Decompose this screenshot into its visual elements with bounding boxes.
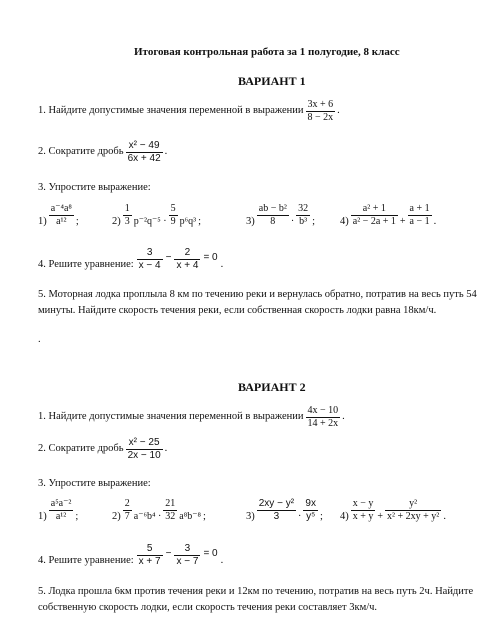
v2-task-2-numerator: x² − 25 [126, 437, 163, 450]
v1-task-4-text: 4. Решите уравнение: [38, 258, 134, 270]
v1-item-1-denominator: a¹² [56, 215, 67, 227]
v1-item-4-denominator-b: a − 1 [409, 215, 430, 227]
v1-task-4-denominator-a: x − 4 [138, 259, 161, 271]
v2-item-2-numerator: 21 [165, 498, 176, 509]
v2-task-4-numerator-b: 3 [174, 543, 200, 556]
v2-task-4-rhs: = 0 [203, 547, 218, 559]
v1-task-4-end: . [220, 258, 224, 270]
v2-task-4-text: 4. Решите уравнение: [38, 554, 134, 566]
v2-task-1-end: . [342, 410, 345, 422]
v1-item-2-end: ; [198, 216, 202, 227]
v1-item-4-label: 4) [340, 216, 349, 227]
v1-item-3-numerator-b: 32 [298, 203, 309, 214]
v1-task-1-denominator: 8 − 2x [307, 111, 334, 123]
v2-task-1-denominator: 14 + 2x [307, 417, 339, 429]
v1-task-1-end: . [337, 104, 340, 116]
v2-task-4-end: . [220, 554, 224, 566]
v2-item-2-post: a⁸b⁻⁸ [179, 511, 201, 522]
v1-item-1-fraction [49, 203, 74, 227]
v1-item-2-pre-denominator: 3 [124, 215, 130, 227]
v1-task-4-denominator-b: x + 4 [176, 259, 199, 271]
v1-task-3-item-3 [246, 203, 315, 227]
v2-item-3-fraction-b [303, 498, 318, 522]
v2-item-2-fraction [163, 498, 177, 522]
v2-item-3-numerator-a: 2xy − y² [258, 498, 295, 509]
v1-task-1-numerator: 3x + 6 [307, 99, 334, 110]
v1-task-2-text: 2. Сократите дробь [38, 145, 124, 157]
v1-item-4-end: . [433, 216, 437, 227]
v2-item-2-pre-fraction [123, 498, 132, 522]
v1-item-2-denominator: 9 [170, 215, 176, 227]
v2-task-4-operator: − [165, 547, 172, 559]
v1-item-4-numerator-a: a² + 1 [351, 203, 398, 216]
v1-item-4-denominator-a: a² − 2a + 1 [352, 215, 396, 227]
v2-task-2-text: 2. Сократите дробь [38, 442, 124, 454]
v2-item-3-denominator-b: y⁵ [306, 510, 316, 522]
v1-item-3-fraction-a [257, 203, 289, 227]
variant-1-heading: ВАРИАНТ 1 [238, 74, 306, 88]
v2-item-4-numerator-b: y² [385, 498, 441, 511]
v1-item-3-operator: · [290, 216, 295, 227]
v1-task-4-numerator-b: 2 [174, 247, 200, 260]
v2-item-1-denominator: a¹² [55, 510, 67, 522]
v1-task-4-fraction-b [174, 247, 200, 271]
v1-item-3-denominator-a: 8 [270, 215, 276, 227]
v1-item-2-numerator: 5 [170, 203, 176, 214]
v2-item-2-middle: a⁻⁶b⁴ · [133, 511, 162, 522]
v1-task-4-numerator-a: 3 [137, 247, 163, 260]
v2-item-1-numerator: a⁵a⁻² [50, 498, 72, 509]
v2-task-3-item-3 [246, 498, 323, 522]
v2-task-1-numerator: 4x − 10 [307, 405, 339, 416]
v2-task-3-item-4 [340, 498, 446, 522]
v2-task-2-fraction [126, 437, 163, 461]
v1-item-2-middle: p⁻²q⁻⁵ · [133, 216, 167, 227]
v2-task-4-denominator-b: x − 7 [176, 555, 199, 567]
v2-item-3-end: ; [319, 511, 323, 522]
v1-trailing-dot: . [38, 334, 41, 345]
v2-task-2-end: . [164, 442, 168, 454]
v2-item-4-label: 4) [340, 511, 349, 522]
v1-task-1-fraction [306, 99, 336, 123]
v1-item-3-label: 3) [246, 216, 255, 227]
v2-task-1-fraction [306, 405, 341, 429]
v1-item-3-fraction-b [296, 203, 310, 227]
v2-item-4-numerator-a: x − y [352, 498, 374, 509]
v1-task-5: 5. Моторная лодка проплыла 8 км по течению реки и вернулась обратно, потратив на весь путь 54 минуты. Найдите скорость течения реки, если собственная скорость лодки равна 18км/ч. [38, 289, 477, 316]
v1-item-4-operator: + [399, 216, 406, 227]
v1-task-1-text: 1. Найдите допустимые значения переменной в выражении [38, 104, 304, 116]
v2-item-1-fraction [49, 498, 74, 522]
v1-item-4-fraction-a [351, 203, 398, 227]
v1-task-3-text: 3. Упростите выражение: [38, 182, 151, 193]
v1-item-4-numerator-b: a + 1 [409, 203, 430, 214]
v2-item-4-denominator-b: x² + 2xy + y² [387, 510, 440, 522]
v2-task-1-text: 1. Найдите допустимые значения переменной в выражении [38, 410, 304, 422]
v1-task-1 [38, 99, 340, 123]
v1-item-2-post: p⁶q³ [179, 216, 197, 227]
v1-task-2-fraction [126, 140, 163, 164]
v1-item-2-fraction [169, 203, 178, 227]
v1-task-4-rhs: = 0 [203, 251, 218, 263]
v2-item-3-fraction-a [257, 498, 296, 522]
v1-task-3-item-2 [112, 203, 201, 227]
variant-2-heading: ВАРИАНТ 2 [238, 380, 306, 394]
v1-item-3-denominator-b: b³ [299, 215, 308, 227]
v2-item-3-numerator-b: 9x [305, 498, 316, 509]
v2-task-3-text: 3. Упростите выражение: [38, 478, 151, 489]
v1-task-2-numerator: x² − 49 [126, 140, 163, 153]
v1-task-2 [38, 140, 167, 164]
v2-task-3-item-2 [112, 498, 206, 522]
v2-item-3-denominator-a: 3 [273, 510, 280, 522]
v2-item-4-end: . [443, 511, 446, 522]
v2-task-1 [38, 405, 345, 429]
v2-item-4-fraction-b [385, 498, 441, 522]
v1-task-4-fraction-a [137, 247, 163, 271]
v1-item-2-pre-fraction [123, 203, 132, 227]
v2-item-3-operator: · [298, 511, 302, 522]
v2-item-1-label: 1) [38, 511, 47, 522]
v1-item-1-label: 1) [38, 216, 47, 227]
v1-task-3-item-1 [38, 203, 79, 227]
v2-item-2-pre-numerator: 2 [124, 498, 130, 509]
v2-item-4-fraction-a [351, 498, 376, 522]
v2-task-3-item-1 [38, 498, 78, 522]
v2-item-4-operator: + [377, 511, 384, 522]
v1-task-4-operator: − [165, 251, 172, 263]
v2-task-2-denominator: 2x − 10 [127, 449, 161, 461]
v2-item-2-label: 2) [112, 511, 121, 522]
v2-task-4-numerator-a: 5 [137, 543, 163, 556]
v1-item-2-label: 2) [112, 216, 121, 227]
v1-item-3-numerator-a: ab − b² [258, 203, 287, 214]
v2-task-4-fraction-b [174, 543, 200, 567]
v1-item-2-pre-numerator: 1 [124, 203, 130, 214]
v1-item-1-numerator: a⁻⁴a⁸ [50, 203, 72, 214]
v2-item-2-end: ; [202, 511, 206, 522]
v1-task-2-end: . [164, 145, 168, 157]
v1-item-3-end: ; [312, 216, 316, 227]
worksheet-title: Итоговая контрольная работа за 1 полугодие, 8 класс [134, 46, 400, 58]
v2-task-5: 5. Лодка прошла 6км против течения реки и 12км по течению, потратив на весь путь 2ч. Найдите собственную скорость лодки, если скорость течения реки составляет 3км/ч. [38, 586, 474, 613]
v2-task-4-fraction-a [137, 543, 163, 567]
v2-item-3-label: 3) [246, 511, 255, 522]
v1-task-2-denominator: 6x + 42 [127, 152, 161, 164]
v2-task-4 [38, 543, 223, 567]
v1-task-4 [38, 247, 223, 271]
v2-task-2 [38, 437, 167, 461]
v2-item-2-pre-denominator: 7 [124, 510, 130, 522]
v2-item-2-denominator: 32 [165, 510, 176, 522]
v1-task-3-item-4 [340, 203, 436, 227]
v1-item-4-fraction-b [408, 203, 432, 227]
v1-item-1-end: ; [75, 216, 79, 227]
v2-item-1-end: ; [75, 511, 79, 522]
v2-task-4-denominator-a: x + 7 [138, 555, 161, 567]
v2-item-4-denominator-a: x + y [352, 510, 374, 522]
